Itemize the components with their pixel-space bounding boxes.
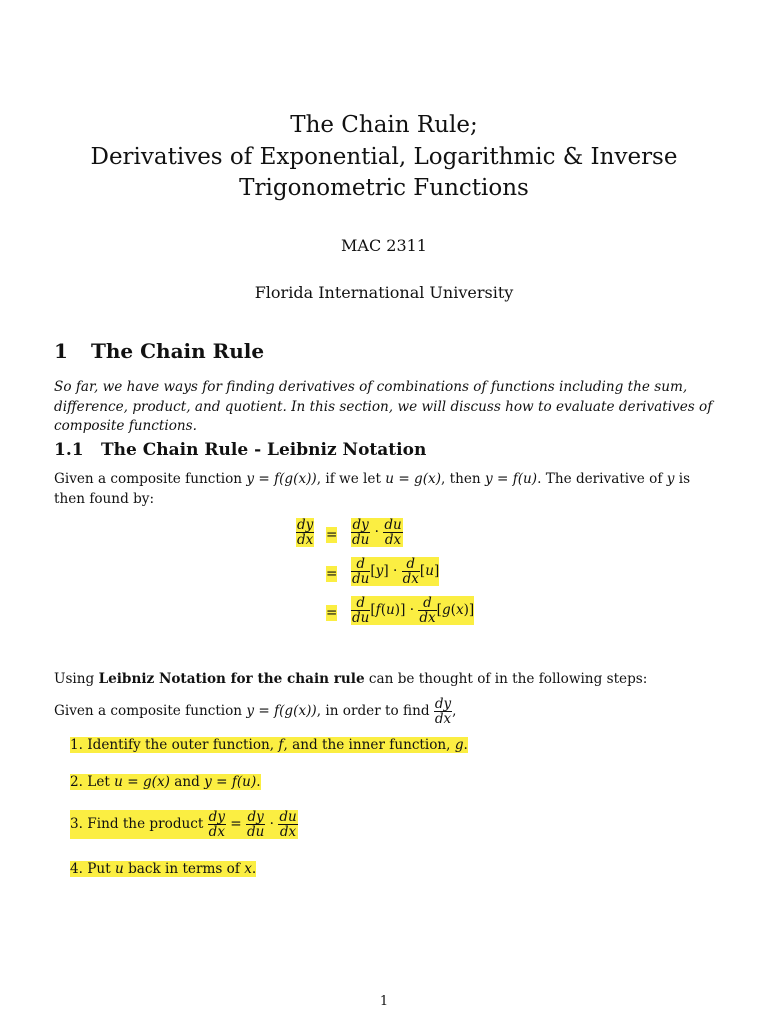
title-line-1: The Chain Rule;: [290, 112, 478, 138]
subsection-title: The Chain Rule - Leibniz Notation: [101, 440, 427, 460]
step-4: 4. Put u back in terms of x.: [70, 861, 257, 877]
university-name: Florida International University: [254, 283, 514, 302]
title-line-2: Derivatives of Exponential, Logarithmic & Inverse: [90, 143, 678, 170]
subsection-heading: [54, 440, 426, 460]
section-number: 1: [54, 339, 68, 363]
section-heading: [54, 339, 264, 363]
subsection-number: 1.1: [54, 440, 84, 460]
title-line-3: Trigonometric Functions: [239, 175, 529, 201]
course-code: MAC 2311: [341, 236, 427, 255]
section-intro: So far, we have ways for finding derivatives of combinations of functions including the sum, difference, product, and quotient. In this section, we will discuss how to evaluate derivatives of composite functions.: [54, 379, 713, 434]
document-title: [0, 110, 768, 205]
step-2: 2. Let u = g(x) and y = f(u).: [70, 774, 261, 790]
section-title: The Chain Rule: [91, 339, 265, 363]
composite-find-paragraph: Given a composite function y = f(g(x)), in order to find $\frac{dy}{dx}$ ,: [54, 696, 457, 727]
leibniz-steps-intro: Using Leibniz Notation for the chain rule can be thought of in the following steps:: [54, 671, 648, 687]
composite-intro-paragraph: Given a composite function y = f(g(x)), if we let u = g(x), then y = f(u). The derivative of y is then found by:: [54, 471, 691, 507]
document-page: The Chain Rule; Derivatives of Exponential, Logarithmic & Inverse Trigonometric Functions MAC 2311 Florida International University 1 The Chain Rule So far, we have ways for finding derivatives of combinations of functions including the sum, difference, product, and quotient. In this section, we will discuss how to evaluate derivatives of composite functions. 1.1 The Chain Rule - Leibniz Notation Given a composite function y = f(g(x)), if we let u = g(x), then y = f(u). The derivative of y is then found by: $\frac{dy}{dx}$ = $\frac{dy}{du}$ · $\frac{du}{dx}$ = $\frac{d}{du}$ [y] · $\frac{d}{dx}$ [u] = $\frac{d}{du}$ [f(u)] · $\frac{d}{dx}$ [g(x)] Using Leibniz Notation for the chain rule can be thought of in the following steps: Given a composite function y = f(g(x)), in order to find $\frac{dy}{dx}$ , 1. Identify the outer function, f, and the inner function, g. 2. Let u = g(x) and y = f(u). 3. Find the product $\frac{dy}{dx}$ = $\frac{dy}{du}$ · $\frac{du}{dx}$ 4. Put u back in terms of x. 1: [0, 0, 768, 1024]
step-3: 3. Find the product $\frac{dy}{dx}$ = $\frac{dy}{du}$ · $\frac{du}{dx}$: [70, 809, 297, 840]
step-1: 1. Identify the outer function, f, and the inner function, g.: [70, 737, 468, 753]
page-number: 1: [379, 994, 389, 1009]
